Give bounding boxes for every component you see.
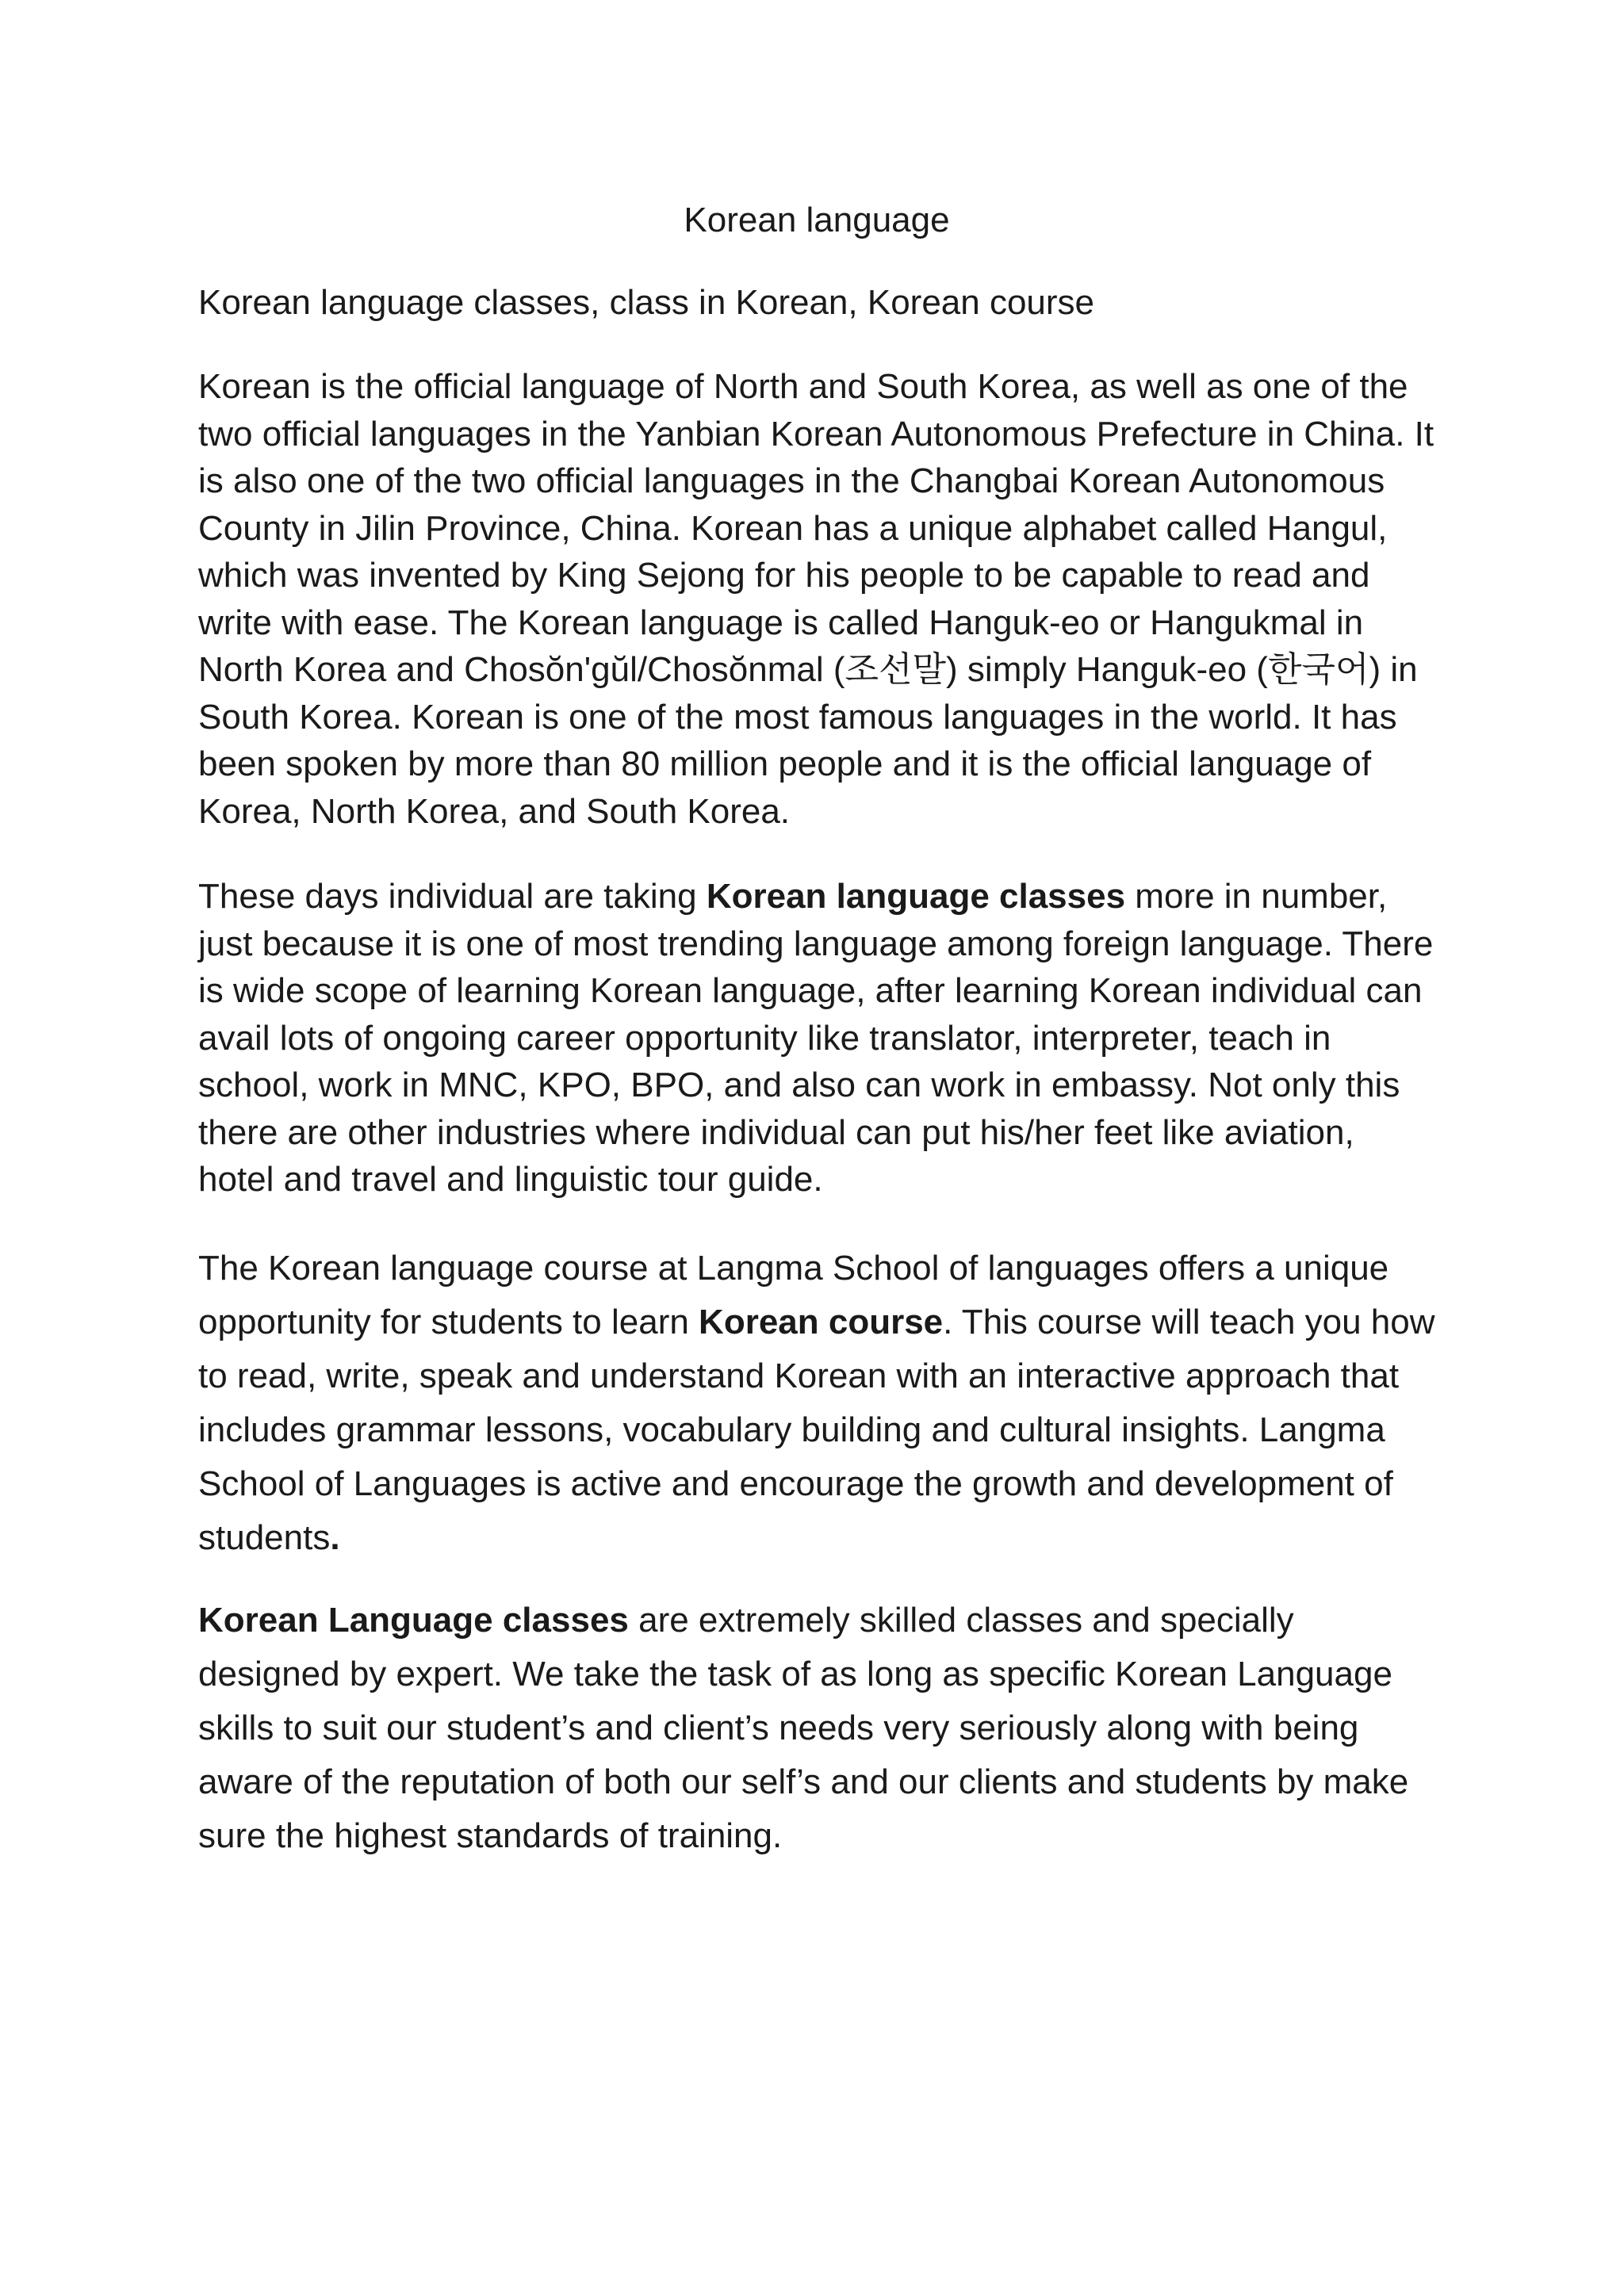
paragraph-text-before: These days individual are taking bbox=[198, 877, 707, 916]
paragraph-langma-course bbox=[198, 1242, 1435, 1565]
paragraph-korean-classes-demand bbox=[198, 873, 1435, 1203]
bold-period: . bbox=[330, 1517, 340, 1557]
bold-keyword-korean-course: Korean course bbox=[699, 1302, 944, 1341]
paragraph-text-after: are extremely skilled classes and specially designed by expert. We take the task of as long as specific Korean Language skills to suit our student’s and client’s needs very seriously along with being aware of the reputation of both our self’s and our clients and students by make sure the highest standards of training. bbox=[198, 1600, 1409, 1855]
bold-keyword-korean-language-classes: Korean language classes bbox=[706, 877, 1126, 916]
bold-keyword-korean-language-classes-lead: Korean Language classes bbox=[198, 1600, 629, 1640]
paragraph-korean-overview bbox=[198, 363, 1435, 835]
document-subtitle: Korean language classes, class in Korean, Korean course bbox=[198, 283, 1095, 322]
document-title: Korean language bbox=[684, 201, 950, 239]
paragraph-text-after: more in number, just because it is one of most trending language among foreign language. There is wide scope of learning Korean language, after learning Korean individual can avail lots of ongoing career opportunity like translator, interpreter, teach in school, work in MNC, KPO, BPO, and also can work in embassy. Not only this there are other industries where individual can put his/her feet like aviation, hotel and travel and linguistic tour guide. bbox=[198, 877, 1434, 1199]
paragraph-text: Korean is the official language of North and South Korea, as well as one of the two official languages in the Yanbian Korean Autonomous Prefecture in China. It is also one of the two official languages in the Changbai Korean Autonomous County in Jilin Province, China. Korean has a unique alphabet called Hangul, which was invented by King Sejong for his people to be capable to read and write with ease. The Korean language is called Hanguk-eo or Hangukmal in North Korea and Chosŏn'gŭl/Chosŏnmal (조선말) simply Hanguk-eo (한국어) in South Korea. Korean is one of the most famous languages in the world. It has been spoken by more than 80 million people and it is the official language of Korea, North Korea, and South Korea. bbox=[198, 367, 1434, 831]
paragraph-skilled-classes bbox=[198, 1594, 1435, 1863]
paragraph-text-before: The Korean language course at Langma School of languages offers a unique opportunity for students to learn bbox=[198, 1248, 1389, 1341]
paragraph-text-after: . This course will teach you how to read, write, speak and understand Korean with an interactive approach that includes grammar lessons, vocabulary building and cultural insights. Langma School of Languages is active and encourage the growth and development of students bbox=[198, 1302, 1435, 1557]
document-body bbox=[198, 197, 1435, 1892]
